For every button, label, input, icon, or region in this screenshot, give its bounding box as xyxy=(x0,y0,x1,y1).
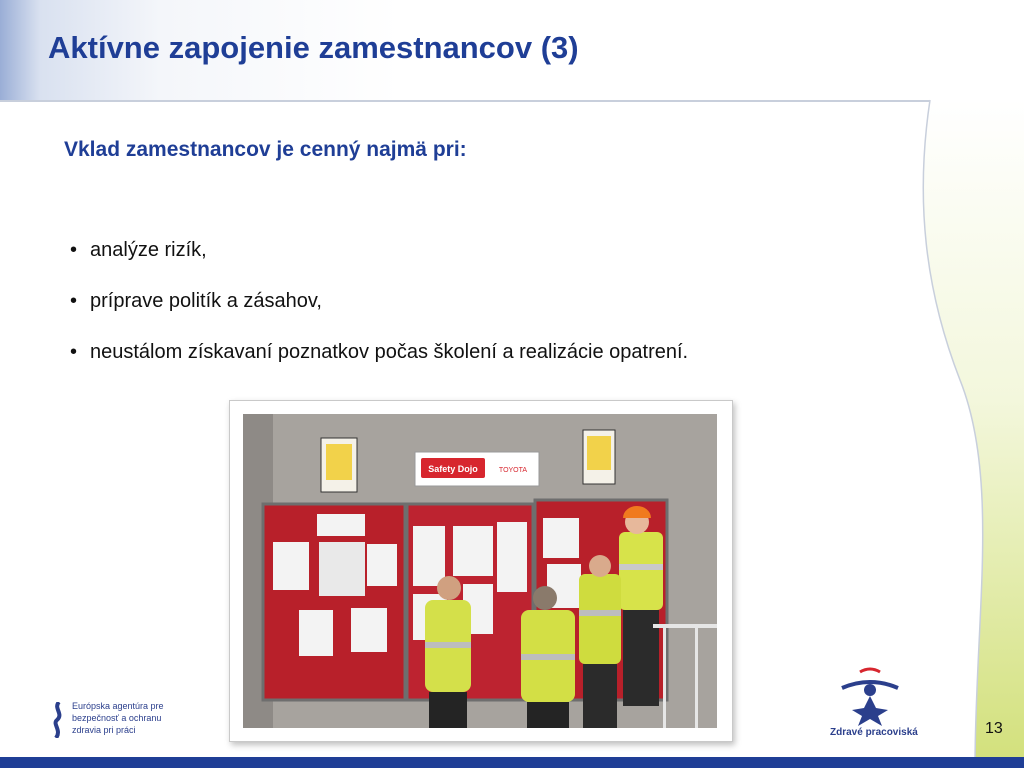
agency-logo xyxy=(50,700,170,742)
photo-frame xyxy=(229,400,733,742)
slide-title: Aktívne zapojenie zamestnancov (3) xyxy=(48,30,579,65)
bullet-text: analýze rizík, xyxy=(90,239,207,261)
bullet-dot: • xyxy=(70,239,78,261)
slide-subtitle: Vklad zamestnancov je cenný najmä pri: xyxy=(64,138,467,161)
safety-dojo-photo xyxy=(243,414,717,728)
star-figure-icon xyxy=(830,666,910,726)
bullet-item xyxy=(70,287,688,315)
campaign-name: Zdravé pracoviská xyxy=(830,727,918,738)
photo-sign-brand: TOYOTA xyxy=(498,467,528,474)
bullet-list xyxy=(70,236,688,389)
title-rule xyxy=(0,100,930,102)
agency-line: Európska agentúra pre xyxy=(72,701,164,711)
bullet-item xyxy=(70,338,688,366)
bullet-text: príprave politík a zásahov, xyxy=(90,290,322,312)
agency-logo-icon xyxy=(50,702,68,738)
bullet-dot: • xyxy=(70,341,78,363)
agency-line: zdravia pri práci xyxy=(72,725,136,735)
bottom-bar xyxy=(0,757,1024,768)
page-number: 13 xyxy=(985,720,1003,737)
bullet-text: neustálom získavaní poznatkov počas školení a realizácie opatrení. xyxy=(90,341,689,363)
agency-line: bezpečnosť a ochranu xyxy=(72,713,162,723)
campaign-logo xyxy=(830,666,918,746)
bullet-dot: • xyxy=(70,290,78,312)
bullet-item xyxy=(70,236,688,264)
photo-sign-text: Safety Dojo xyxy=(428,464,478,474)
agency-logo-text xyxy=(72,700,164,736)
